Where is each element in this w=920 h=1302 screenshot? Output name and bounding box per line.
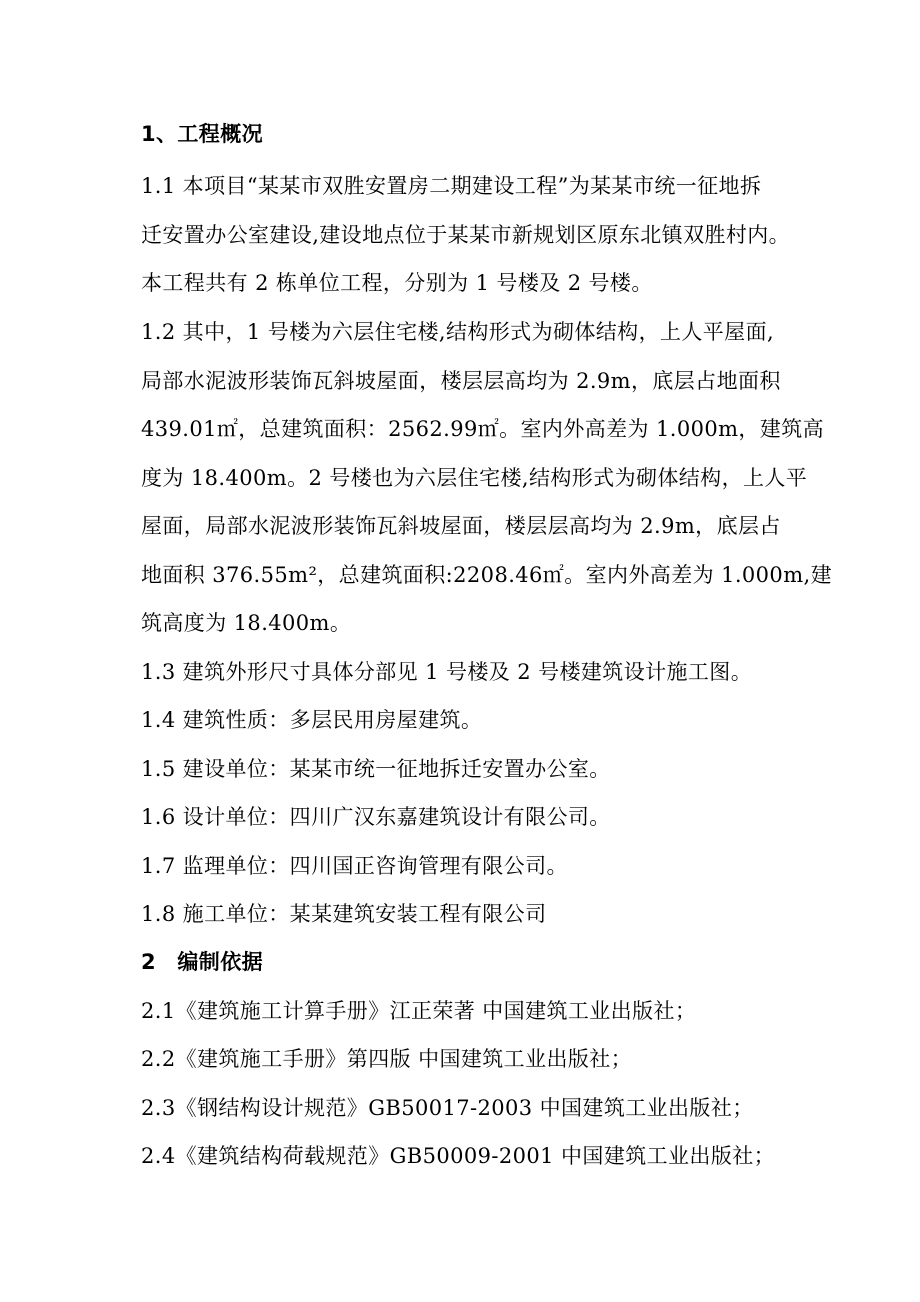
- paragraph-1-1-line-3: 本工程共有 2 栋单位工程，分别为 1 号楼及 2 号楼。: [141, 271, 653, 295]
- paragraph-1-2-line-5: 屋面，局部水泥波形装饰瓦斜坡屋面，楼层层高均为 2.9m，底层占: [141, 514, 781, 538]
- paragraph-1-3: 1.3 建筑外形尺寸具体分部见 1 号楼及 2 号楼建筑设计施工图。: [141, 660, 753, 684]
- paragraph-1-1-line-1: 1.1 本项目“某某市双胜安置房二期建设工程”为某某市统一征地拆: [141, 174, 762, 198]
- reference-2-2: 2.2《建筑施工手册》第四版 中国建筑工业出版社；: [141, 1047, 633, 1071]
- paragraph-1-4: 1.4 建筑性质：多层民用房屋建筑。: [141, 708, 483, 732]
- reference-2-4: 2.4《建筑结构荷载规范》GB50009-2001 中国建筑工业出版社；: [141, 1144, 776, 1168]
- paragraph-1-2-line-7: 筑高度为 18.400m。: [141, 611, 352, 635]
- paragraph-1-1-line-2: 迁安置办公室建设,建设地点位于某某市新规划区原东北镇双胜村内。: [141, 223, 791, 247]
- paragraph-1-2-line-3: 439.01㎡，总建筑面积：2562.99㎡。室内外高差为 1.000m，建筑高: [141, 417, 825, 441]
- reference-2-1: 2.1《建筑施工计算手册》江正荣著 中国建筑工业出版社；: [141, 999, 697, 1023]
- paragraph-1-5: 1.5 建设单位：某某市统一征地拆迁安置办公室。: [141, 757, 611, 781]
- paragraph-1-2-line-1: 1.2 其中，1 号楼为六层住宅楼,结构形式为砌体结构，上人平屋面,: [141, 320, 775, 344]
- reference-2-3: 2.3《钢结构设计规范》GB50017-2003 中国建筑工业出版社；: [141, 1096, 754, 1120]
- paragraph-1-2-line-6: 地面积 376.55m²，总建筑面积:2208.46㎡。室内外高差为 1.000m,建: [141, 563, 832, 587]
- section-2-heading: 2 编制依据: [141, 950, 264, 974]
- paragraph-1-6: 1.6 设计单位：四川广汉东嘉建筑设计有限公司。: [141, 805, 611, 829]
- paragraph-1-2-line-2: 局部水泥波形装饰瓦斜坡屋面，楼层层高均为 2.9m，底层占地面积: [141, 369, 781, 393]
- section-1-heading: 1、工程概况: [141, 122, 264, 146]
- paragraph-1-2-line-4: 度为 18.400m。2 号楼也为六层住宅楼,结构形式为砌体结构，上人平: [141, 466, 808, 490]
- paragraph-1-7: 1.7 监理单位：四川国正咨询管理有限公司。: [141, 854, 568, 878]
- paragraph-1-8: 1.8 施工单位：某某建筑安装工程有限公司: [141, 902, 547, 926]
